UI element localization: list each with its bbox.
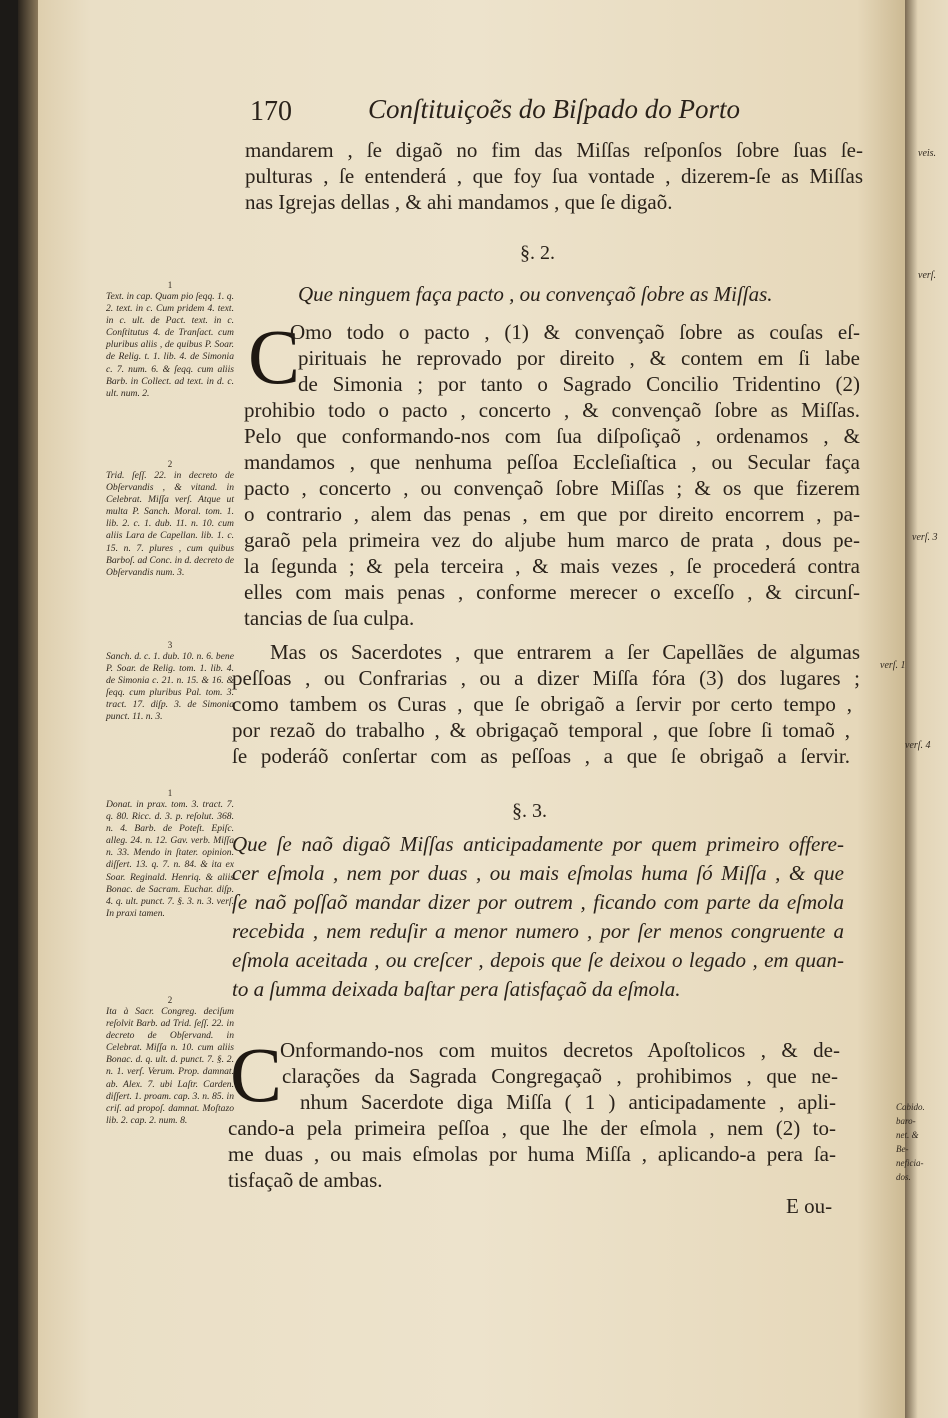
text-line: Omo todo o pacto , (1) & convençaõ ſobre as couſas eſ-: [290, 320, 860, 344]
margin-note-number: 3: [167, 640, 173, 650]
section-heading-line: cer eſmola , nem por duas , ou mais eſmolas huma ſó Miſſa , & que: [232, 861, 844, 885]
text-line: de Simonia ; por tanto o Sagrado Concilio Tridentino (2): [298, 372, 860, 396]
text-line: nhum Sacerdote diga Miſſa ( 1 ) anticipadamente , apli-: [300, 1090, 836, 1114]
section-heading: Que ninguem faça pacto , ou convençaõ ſobre as Miſſas.: [298, 282, 773, 306]
margin-note-number: 1: [167, 280, 173, 290]
section-heading-line: Que ſe naõ digaõ Miſſas anticipadamente por quem primeiro offere-: [232, 832, 844, 856]
text-line: clarações da Sagrada Congregaçaõ , prohibimos , que ne-: [282, 1064, 838, 1088]
section-mark: §. 3.: [512, 800, 547, 822]
page-number: 170: [250, 96, 292, 127]
section-mark: §. 2.: [520, 242, 555, 264]
text-line: pirituais he reprovado por direito , & contem em ſi labe: [298, 346, 860, 370]
text-line: por rezaõ do trabalho , & obrigaçaõ temporal , que ſobre ſi tomaõ ,: [232, 718, 850, 742]
margin-note: Text. in cap. Quam pio ſeqq. 1. q. 2. text. in c. Cum pridem 4. text. in c. ult. de Pact. text. in c. Conſtitutus 4. de Tranſact. cum pluribus aliis , de quibus P. Soar. de Relig. t. 1. lib. 4. de Simonia c. 7. num. 6. & ſeqq. cum aliis Barb. in Collect. ad text. in d. c. ult. num. 2.: [106, 291, 234, 399]
text-line: pacto , concerto , ou convençaõ ſobre Miſſas ; & os que fizerem: [244, 476, 860, 500]
next-page-fragment: Cabido. baro- net. & Be- neficia- dos.: [896, 1102, 925, 1182]
text-line: mandamos , que nenhuma peſſoa Eccleſiaſtica , ou Secular faça: [244, 450, 860, 474]
text-line: Pelo que conformando-nos com ſua diſpoſiçaõ , ordenamos , &: [244, 424, 860, 448]
text-line: nas Igrejas dellas , & ahi mandamos , que ſe digaõ.: [245, 190, 673, 214]
text-line: la ſegunda ; & pela terceira , & mais vezes , ſe procederá contra: [244, 554, 860, 578]
text-line: me duas , ou mais eſmolas por huma Miſſa , aplicando-a pera ſa-: [228, 1142, 836, 1166]
next-page-fragment: verſ.: [918, 270, 937, 281]
text-line: garaõ pela primeira vez do aljube hum marco de prata , dous pe-: [244, 528, 860, 552]
text-line: cando-a pela primeira peſſoa , que lhe der eſmola , nem (2) to-: [228, 1116, 836, 1140]
margin-note-number: 1: [167, 788, 173, 798]
text-line: peſſoas , ou Confrarias , ou a dizer Miſſa fóra (3) dos lugares ;: [232, 666, 860, 690]
text-line: o contrario , alem das penas , em que por direito encorrem , pa-: [244, 502, 860, 526]
catchword: E ou-: [786, 1194, 833, 1218]
section-heading-line: ſe naõ poſſaõ mandar dizer por outrem , ficando com parte da eſmola: [232, 890, 844, 914]
margin-note-number: 2: [167, 995, 173, 1005]
next-page-fragment: verſ. 3: [912, 532, 938, 543]
margin-note: Ita à Sacr. Congreg. deciſum reſolvit Barb. ad Trid. ſeſſ. 22. in decreto de Obſervand. in Celebrat. Miſſa n. 10. cum aliis Bonac. d. q. ult. d. punct. 7. §. 2. n. 1. verſ. Verum. Prop. damnat. ab. Alex. 7. ubi Laſtr. Carden. diſſert. 1. proam. cap. 3. n. 85. in criſ. ad propoſ. damnat. Moſtazo lib. 2. cap. 2. num. 8.: [106, 1006, 234, 1126]
next-page-edge: [905, 0, 948, 1418]
section-heading-line: recebida , nem reduſir a menor numero , por ſer menos congruente a: [232, 919, 844, 943]
text-line: tisfaçaõ de ambas.: [228, 1168, 383, 1192]
running-title: Conſtituiçoẽs do Biſpado do Porto: [368, 94, 740, 124]
text-line: Mas os Sacerdotes , que entrarem a ſer Capellães de algumas: [270, 640, 860, 664]
text-line: ſe poderáõ conſertar com as peſſoas , a que ſe obrigaõ a ſervir.: [232, 744, 850, 768]
section-heading-line: eſmola aceitada , ou creſcer , depois que ſe deixou o legado , em quan-: [232, 948, 844, 972]
text-line: pulturas , ſe entenderá , que foy ſua vontade , dizerem-ſe as Miſſas: [245, 164, 863, 188]
text-line: tancias de ſua culpa.: [244, 606, 415, 630]
text-line: elles com mais penas , conforme merecer o exceſſo , & circunſ-: [244, 580, 860, 604]
next-page-fragment: veis.: [918, 148, 937, 159]
text-line: mandarem , ſe digaõ no fim das Miſſas reſponſos ſobre ſuas ſe-: [245, 138, 863, 162]
text-line: como tambem os Curas , que ſe obrigaõ a ſervir por certo tempo ,: [232, 692, 852, 716]
margin-note: Trid. ſeſſ. 22. in decreto de Obſervandis , & vitand. in Celebrat. Miſſa verſ. Atque ut multa P. Sanch. Moral. tom. 1. lib. 2. c. 1. dub. 11. n. 10. cum aliis Lara de Capellan. lib. 1. c. 15. n. 7. plures , cum quibus Barboſ. ad Conc. in d. decreto de Obſervandis num. 3.: [106, 470, 234, 578]
section-heading-line: to a ſumma deixada baſtar pera ſatisfaçaõ da eſmola.: [232, 977, 681, 1001]
text-line: Onformando-nos com muitos decretos Apoſtolicos , & de-: [280, 1038, 840, 1062]
margin-note: Donat. in prax. tom. 3. tract. 7. q. 80. Ricc. d. 3. p. reſolut. 368. n. 4. Barb. de Poteſt. Epiſc. alleg. 24. n. 12. Gav. verb. Miſſa n. 33. Mendo in ſtater. opinion. diſſert. 13. q. 7. n. 84. & ita ex Soar. Reginald. Henriq. & aliis Bonac. de Sacram. Euchar. diſp. 4. q. ult. punct. 7. §. 3. n. 3. verſ. In praxi tamen.: [106, 799, 234, 919]
next-page-fragment: verſ. 1: [880, 660, 906, 671]
margin-note: Sanch. d. c. 1. dub. 10. n. 6. bene P. Soar. de Relig. tom. 1. lib. 4. de Simonia c. 21. n. 15. & 16. & ſeqq. cum pluribus Pal. tom. 3. tract. 17. diſp. 3. de Simonia punct. 11. n. 3.: [106, 651, 234, 723]
page-gutter: [18, 0, 38, 1418]
text-line: prohibio todo o pacto , concerto , & convençaõ ſobre as Miſſas.: [244, 398, 860, 422]
margin-note-number: 2: [167, 459, 173, 469]
next-page-fragment: verſ. 4: [905, 740, 931, 751]
drop-cap: C: [230, 1031, 283, 1118]
drop-cap: C: [248, 313, 301, 400]
